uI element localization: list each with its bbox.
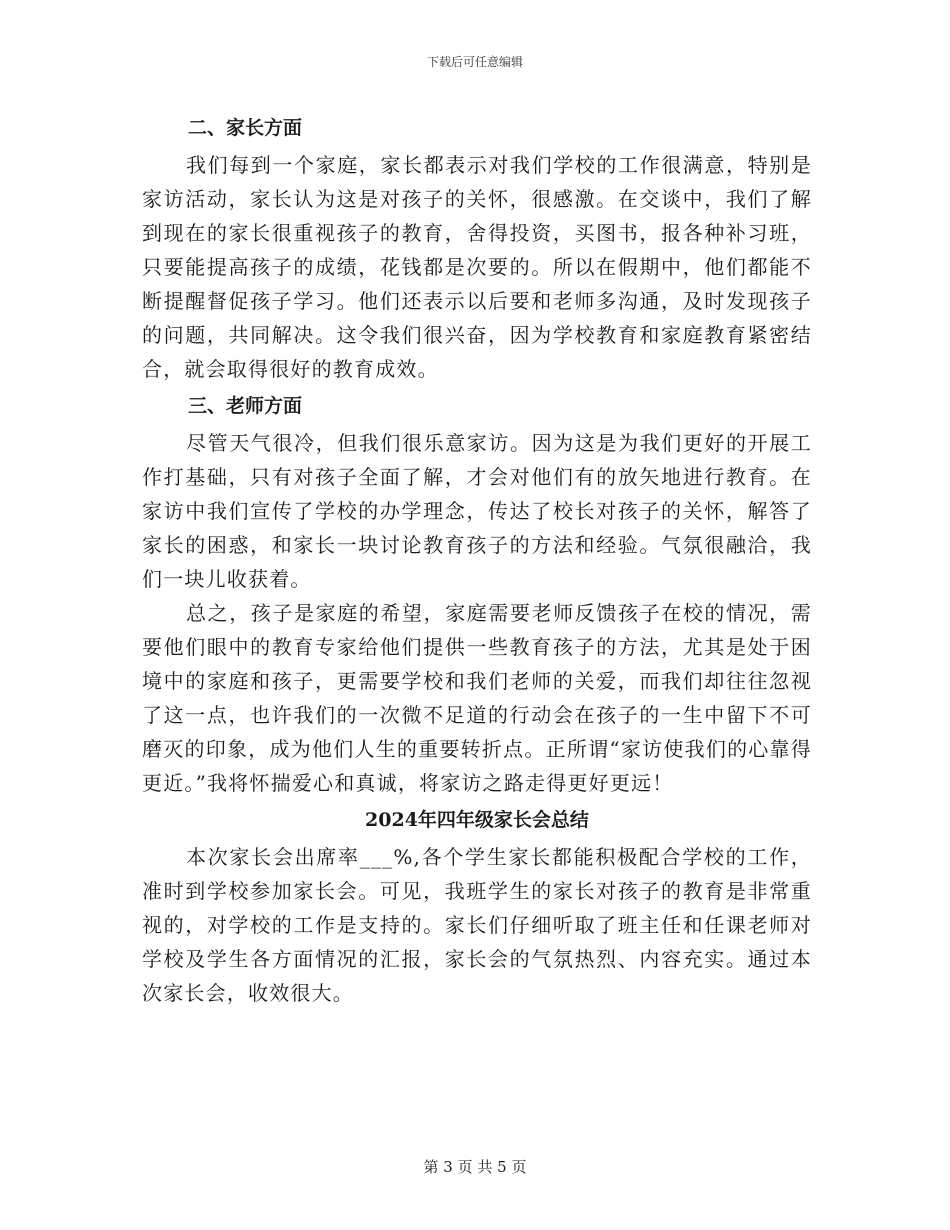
paragraph-article: 本次家长会出席率___%,各个学生家长都能积极配合学校的工作，准时到学校参加家长会。可见，我班学生的家长对孩子的教育是非常重视的，对学校的工作是支持的。家长们仔细听取了班主任和任课老师对学校及学生各方面情况的汇报，家长会的气氛热烈、内容充实。通过本次家长会，收效很大。 <box>142 845 812 1005</box>
page-number: 第 3 页 共 5 页 <box>423 1158 527 1176</box>
article-title: 2024年四年级家长会总结 <box>365 809 589 831</box>
section-heading-teachers: 三、老师方面 <box>188 395 303 417</box>
paragraph-summary: 总之，孩子是家庭的希望，家庭需要老师反馈孩子在校的情况，需要他们眼中的教育专家给他们提供一些教育孩子的方法，尤其是处于困境中的家庭和孩子，更需要学校和我们老师的关爱，而我们却往往忽视了这一点，也许我们的一次微不足道的行动会在孩子的一生中留下不可磨灭的印象，成为他们人生的重要转折点。正所谓“家访使我们的心靠得更近。”我将怀揣爱心和真诚，将家访之路走得更好更远！ <box>142 601 812 795</box>
paragraph-teachers: 尽管天气很冷，但我们很乐意家访。因为这是为我们更好的开展工作打基础，只有对孩子全面了解，才会对他们有的放矢地进行教育。在家访中我们宣传了学校的办学理念，传达了校长对孩子的关怀，解答了家长的困惑，和家长一块讨论教育孩子的方法和经验。气氛很融洽，我们一块儿收获着。 <box>142 431 812 591</box>
section-heading-parents: 二、家长方面 <box>188 117 303 139</box>
document-body <box>142 108 812 1010</box>
header-note: 下载后可任意编辑 <box>426 55 523 69</box>
paragraph-parents: 我们每到一个家庭，家长都表示对我们学校的工作很满意，特别是家访活动，家长认为这是对孩子的关怀，很感激。在交谈中，我们了解到现在的家长很重视孩子的教育，舍得投资，买图书，报各种补习班，只要能提高孩子的成绩，花钱都是次要的。所以在假期中，他们都能不断提醒督促孩子学习。他们还表示以后要和老师多沟通，及时发现孩子的问题，共同解决。这令我们很兴奋，因为学校教育和家庭教育紧密结合，就会取得很好的教育成效。 <box>142 153 812 381</box>
